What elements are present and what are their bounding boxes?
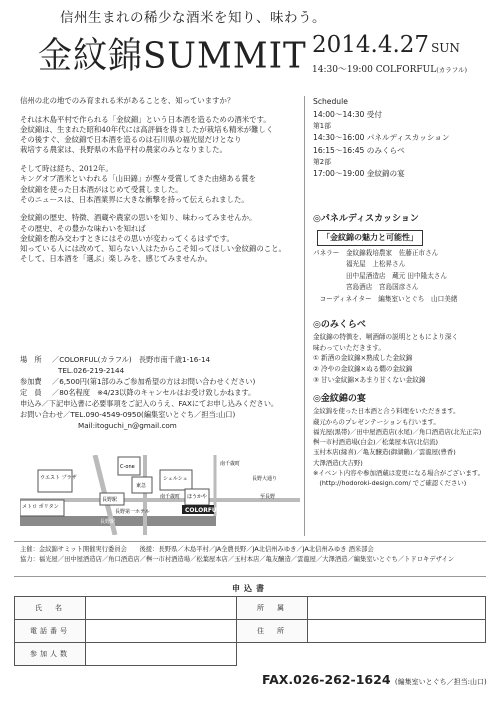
event-info xyxy=(20,355,302,432)
time-venue xyxy=(312,62,467,75)
venue-kana: (カラフル) xyxy=(436,66,467,74)
time-venue-text: 14:30～19:00 COLFORFUL xyxy=(312,65,437,75)
form-phone-label: 電話番号 xyxy=(15,620,86,643)
event-title: 金紋錦SUMMIT xyxy=(38,35,307,78)
schedule-part1-b: 16:15～16:45 のみくらべ xyxy=(313,145,405,155)
schedule-part2-a: 17:00～19:00 金紋錦の宴 xyxy=(313,169,405,179)
map-label-1: C-one xyxy=(120,464,135,470)
text-line: 大澤酒造(大吉野) xyxy=(313,458,363,467)
column-divider xyxy=(304,96,305,536)
venue-label: 場 所 xyxy=(20,355,42,364)
map-label-6: 長野大通り xyxy=(252,476,278,482)
form-name-field[interactable] xyxy=(86,597,237,620)
map-label-0: ウエスト プラザ xyxy=(40,475,77,481)
text-line: (http://hodoroki-design.com/ でご確認ください) xyxy=(313,479,467,488)
text-line: ※イベント内容や参加酒蔵は変更になる場合がございます。 xyxy=(313,468,484,477)
form-fax-cell xyxy=(237,643,486,666)
fee-label: 参加費 xyxy=(20,376,42,386)
text-line: 金紋錦は、生まれた昭和40年代には高評価を得ましたが栽培も精米が難しく xyxy=(20,124,274,134)
form-affiliation-label: 所 属 xyxy=(237,597,308,620)
intro-text xyxy=(20,96,295,273)
map-label-5: 南千歳町 xyxy=(160,494,181,500)
text-line: 金紋錦の特徴を、唎酒師の説明とともにより深く xyxy=(313,333,459,342)
fax-note: (編集室いとぐち／担当:山口) xyxy=(394,678,487,686)
form-affiliation-field[interactable] xyxy=(308,597,486,620)
intro-p4 xyxy=(20,213,295,264)
map-label-3: シェルシェ xyxy=(163,476,188,482)
organizers xyxy=(20,545,495,565)
schedule-part1-a: 14:30～16:00 パネルディスカッション xyxy=(313,133,450,143)
form-title: 申込書 xyxy=(232,584,268,593)
panel-heading: ◎パネルディスカッション xyxy=(313,214,419,224)
intro-p2 xyxy=(20,115,295,156)
utage xyxy=(313,392,495,488)
utage-heading: ◎金紋錦の宴 xyxy=(313,394,366,404)
nomikurabe xyxy=(313,318,495,385)
form-name-label: 氏 名 xyxy=(15,597,86,620)
text-line: 金紋錦を使った日本酒がはじめて受賞しました。 xyxy=(20,184,183,194)
capacity-row xyxy=(20,388,302,399)
tagline: 信州生まれの稀少な酒米を知り、味わう。 xyxy=(60,10,326,26)
fax-number xyxy=(262,672,487,687)
panel-rows xyxy=(313,248,495,306)
application-form xyxy=(14,596,486,666)
divider-top xyxy=(14,541,486,542)
utage-rows xyxy=(313,406,495,488)
map-label-13: COLORFUL xyxy=(185,507,221,514)
capacity-value: ／80名程度 ※4/23以降のキャンセルはお受け致しかねます。 xyxy=(52,387,256,397)
text-line: 知っている人には改めて、知らない人はたからこそ知ってほしい金紋錦のこと。 xyxy=(20,244,286,254)
venue-value: ／COLORFUL(カラフル) 長野市南千歳1-16-14 xyxy=(52,355,211,364)
text-line: キングオブ酒米といわれる「山田錦」が慳々受賞してきた由緒ある賞を xyxy=(20,174,257,184)
apply-row: 申込み／下記申込書に必要事項をご記入のうえ、FAXにてお申し込みください。 xyxy=(20,398,279,408)
form-address-field[interactable] xyxy=(308,620,486,643)
form-phone-field[interactable] xyxy=(86,620,237,643)
text-line: 金紋錦の歴史、特徴、酒蔵や農家の思いを知り、味わってみませんか。 xyxy=(20,213,257,223)
text-line: 味わっていただきます。 xyxy=(313,343,385,352)
form-address-label: 住 所 xyxy=(237,620,308,643)
schedule xyxy=(313,96,493,181)
capacity-label: 定 員 xyxy=(20,387,42,397)
text-line: コーディネイター 編集室いとぐち 山口美緒 xyxy=(313,294,458,303)
text-line: 田中屋酒造店 蔵元 田中隆太さん xyxy=(313,271,447,280)
text-line: ① 新酒の金紋錦×熟成した金紋錦 xyxy=(313,354,413,363)
nomikurabe-rows xyxy=(313,332,495,385)
event-date xyxy=(312,32,460,58)
panel-theme: 「金紋錦の魅力と可能性」 xyxy=(317,230,423,246)
fee-row xyxy=(20,377,302,388)
text-line: ③ 甘い金紋錦×あまり甘くない金紋錦 xyxy=(313,375,426,384)
schedule-part1-label: 第1部 xyxy=(313,122,331,131)
map-label-9: 至長野 xyxy=(260,494,276,500)
schedule-part2-label: 第2部 xyxy=(313,158,331,167)
text-line: 玉村本店(縁喜)／亀友醸造(御湖鶴)／雲龍屋(豊香) xyxy=(313,448,456,457)
text-line: 福光屋(黒帯)／田中屋酒造店(水尾)／角口酒造店(北光正宗) xyxy=(313,427,482,436)
map-label-12: 長野駅 xyxy=(100,519,116,525)
contact-mail[interactable]: Mail:itoguchi_n@gmail.com xyxy=(78,420,177,430)
contact-row: お問い合わせ／TEL.090-4549-0950(編集室いとぐち／担当:山口) xyxy=(20,409,236,419)
text-line: ② 冷やの金紋錦×ぬる燗の金紋錦 xyxy=(313,365,413,374)
intro-p1 xyxy=(20,96,295,106)
text-line: その歴史、その豊かな味わいを知れば xyxy=(20,223,146,233)
map-label-2: 東急 xyxy=(136,483,147,489)
form-count-field[interactable] xyxy=(86,643,237,666)
text-line: パネラー 金紋錦栽培農家 佐藤正市さん xyxy=(313,248,439,257)
map-railway xyxy=(20,516,216,526)
venue-tel: TEL.026-219-2144 xyxy=(58,365,125,375)
text-line: そして、日本酒を「選ぶ」楽しみを、感じてみませんか。 xyxy=(20,254,213,264)
text-line: 栽培する農家は、長野県の木島平村の農家のみとなりました。 xyxy=(20,145,227,155)
map-label-11: 南千歳町 xyxy=(220,461,241,467)
text-line: 福光屋 上松昇さん xyxy=(313,260,406,269)
text-line: 桝一市村酒造場(白金)／松葉屋本店(北信流) xyxy=(313,438,439,447)
map-block-westplaza xyxy=(38,470,72,492)
text-line: それは木島平村で作られる「金紋錦」という日本酒を造るための酒米です。 xyxy=(20,114,271,124)
panel-discussion xyxy=(313,212,495,305)
fee-value: ／6,500円(第1部のみご参加希望の方はお問い合わせください) xyxy=(52,376,256,386)
text-line: そして時は経ち、2012年。 xyxy=(20,164,113,174)
intro-p3 xyxy=(20,164,295,205)
venue-row xyxy=(20,355,302,366)
fax-text: FAX.026-262-1624 xyxy=(262,672,391,687)
divider-bottom xyxy=(14,576,486,577)
date-text: 2014.4.27 xyxy=(312,32,430,58)
organizers-line1: 主催：金紋錦サミット開催実行委員会 後援：長野県／木島平村／JA全農長野／JA北信州みゆき／JA北信州みゆき 酒米部会 xyxy=(20,546,374,553)
form-count-label: 参加人数 xyxy=(15,643,86,666)
map-label-8: 長野第一ホテル xyxy=(115,509,150,515)
text-line: 金紋錦を使った日本酒と合う料理をいただきます。 xyxy=(313,407,460,416)
weekday: SUN xyxy=(431,41,460,55)
text-line: 信州の北の地でのみ育まれる米があることを、知っていますか？ xyxy=(20,96,235,105)
schedule-reception: 14:00～14:30 受付 xyxy=(313,109,382,119)
text-line: その後すぐ、金紋錦で日本酒を造るのは石川県の福光屋だけとなり xyxy=(20,135,242,145)
schedule-heading: Schedule xyxy=(313,97,348,106)
map-label-10: ほうかや xyxy=(187,494,208,500)
text-line: 宮島酒店 宮島国彦さん xyxy=(313,283,419,292)
text-line: そのニュースは、日本酒業界に大きな衝撃を持って伝えられました。 xyxy=(20,194,249,204)
text-line: 蔵元からのプレゼンテーションも行います。 xyxy=(313,417,440,426)
access-map xyxy=(20,455,300,535)
map-label-4: 長野駅 xyxy=(102,497,118,503)
map-label-7: メトロ ポリタン xyxy=(22,504,59,510)
nomikurabe-heading: ◎のみくらべ xyxy=(313,320,366,330)
organizers-line2: 協力：福光屋／田中屋酒造店／角口酒造店／桝一市村酒造場／松葉屋本店／玉村本店／亀友醸造／雲龍屋／大澤酒造／編集室いとぐち／トドロキデザイン xyxy=(20,556,455,564)
text-line: 金紋錦を酌み交わすときにはその思いが変わってくるはずです。 xyxy=(20,233,234,243)
